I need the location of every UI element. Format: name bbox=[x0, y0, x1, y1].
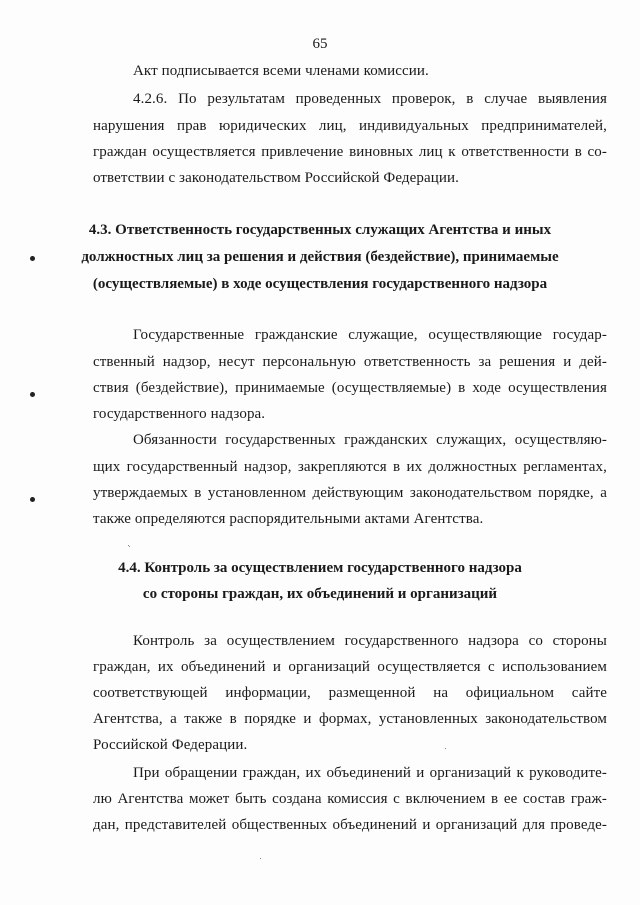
paragraph-line: лю Агентства может быть создана комиссия с включением в ее состав граж- bbox=[93, 791, 607, 807]
paragraph-line: Обязанности государственных гражданских служащих, осуществляю- bbox=[133, 432, 607, 448]
paragraph-line: граждан осуществляется привлечение виновных лиц к ответственности в со- bbox=[93, 144, 607, 160]
binder-hole-mark bbox=[30, 392, 35, 397]
paragraph-line: Государственные гражданские служащие, осуществляющие государ- bbox=[133, 327, 607, 343]
section-heading-4-4: 4.4. Контроль за осуществлением государственного надзора bbox=[118, 560, 522, 576]
binder-hole-mark bbox=[30, 497, 35, 502]
paragraph-line: ответствии с законодательством Российской Федерации. bbox=[93, 170, 460, 186]
paragraph-line: также определяются распорядительными актами Агентства. bbox=[93, 511, 484, 527]
paragraph-line: Российской Федерации. bbox=[93, 737, 248, 753]
binder-hole-mark bbox=[30, 256, 35, 261]
scan-speck bbox=[445, 748, 446, 749]
page-number: 65 bbox=[312, 36, 328, 52]
section-heading-4-3: 4.3. Ответственность государственных служащих Агентства и иных bbox=[88, 222, 552, 238]
paragraph-line: Акт подписывается всеми членами комиссии. bbox=[133, 63, 429, 79]
paragraph-line: Контроль за осуществлением государственного надзора со стороны bbox=[133, 633, 607, 649]
paragraph-line: При обращении граждан, их объединений и организаций к руководите- bbox=[133, 765, 607, 781]
section-heading-4-3: должностных лиц за решения и действия (бездействие), принимаемые bbox=[81, 249, 559, 265]
scan-speck bbox=[129, 546, 130, 547]
section-heading-4-4: со стороны граждан, их объединений и организаций bbox=[142, 586, 498, 602]
paragraph-line: дан, представителей общественных объединений и организаций для проведе- bbox=[93, 817, 607, 833]
paragraph-line: нарушения прав юридических лиц, индивидуальных предпринимателей, bbox=[93, 118, 607, 134]
section-heading-4-3: (осуществляемые) в ходе осуществления государственного надзора bbox=[92, 276, 548, 292]
paragraph-line: утверждаемых в установленном действующим законодательством порядке, а bbox=[93, 485, 607, 501]
paragraph-line: ствия (бездействие), принимаемые (осуществляемые) в ходе осуществления bbox=[93, 380, 607, 396]
paragraph-line: государственного надзора. bbox=[93, 406, 266, 422]
paragraph-line: соответствующей информации, размещенной на официальном сайте bbox=[93, 685, 607, 701]
paragraph-line: граждан, их объединений и организаций осуществляется с использованием bbox=[93, 659, 607, 675]
paragraph-line: щих государственный надзор, закрепляются в их должностных регламентах, bbox=[93, 459, 607, 475]
scan-speck bbox=[260, 858, 261, 859]
paragraph-line: 4.2.6. По результатам проведенных проверок, в случае выявления bbox=[133, 91, 607, 107]
paragraph-line: Агентства, а также в порядке и формах, установленных законодательством bbox=[93, 711, 607, 727]
paragraph-line: ственный надзор, несут персональную ответственность за решения и дей- bbox=[93, 354, 607, 370]
